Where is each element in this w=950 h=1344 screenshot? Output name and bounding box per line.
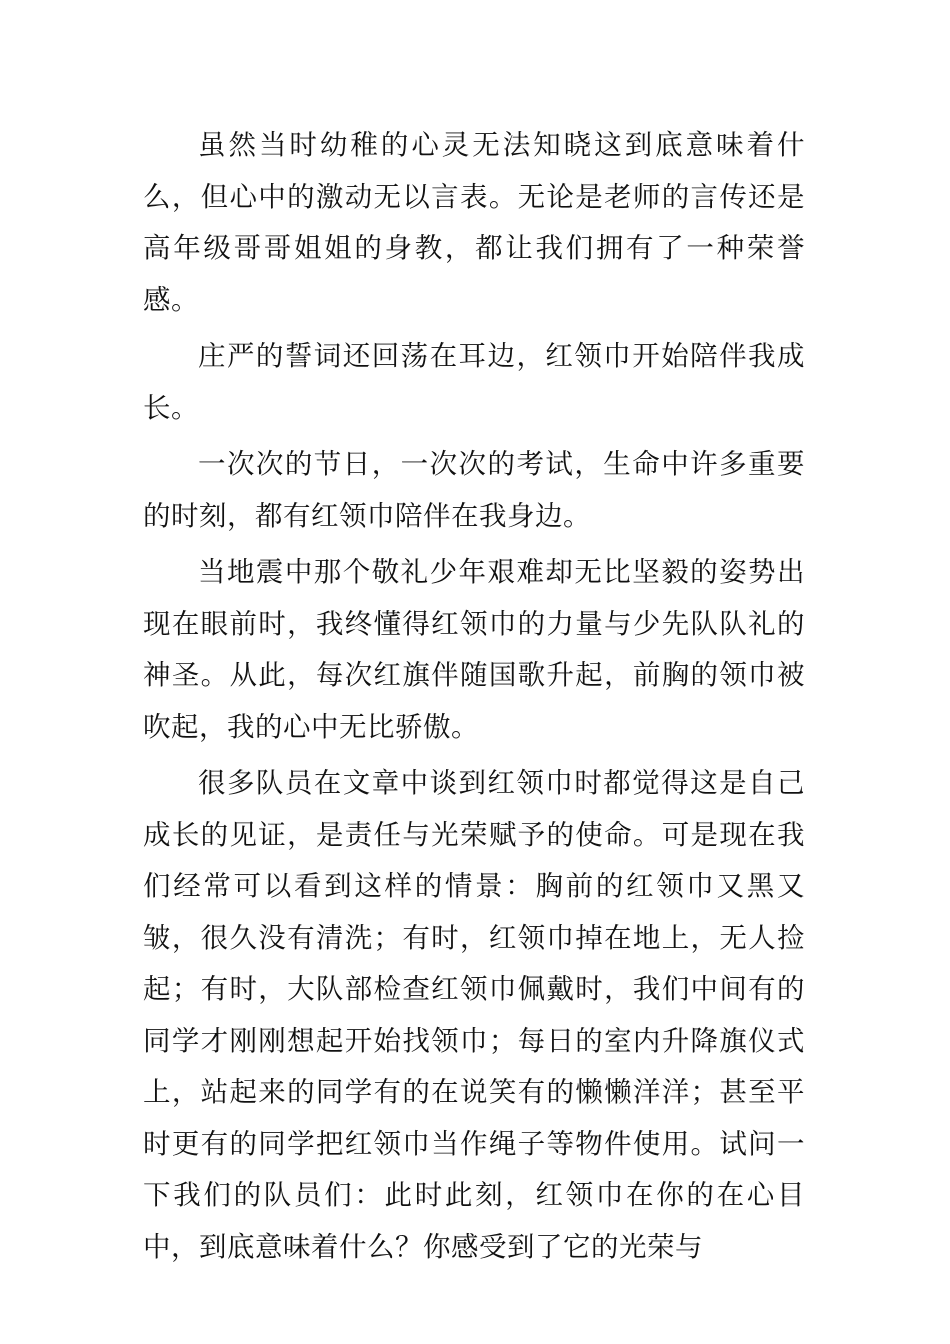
paragraph-3: 一次次的节日，一次次的考试，生命中许多重要的时刻，都有红领巾陪伴在我身边。 bbox=[143, 448, 805, 532]
paragraph-2: 庄严的誓词还回荡在耳边，红领巾开始陪伴我成长。 bbox=[143, 340, 805, 424]
paragraph-1: 虽然当时幼稚的心灵无法知晓这到底意味着什么，但心中的激动无以言表。无论是老师的言传还是高年级哥哥姐姐的身教，都让我们拥有了一种荣誉感。 bbox=[143, 129, 805, 316]
paragraph-5: 很多队员在文章中谈到红领巾时都觉得这是自己成长的见证，是责任与光荣赋予的使命。可是现在我们经常可以看到这样的情景：胸前的红领巾又黑又皱，很久没有清洗；有时，红领巾掉在地上，无人捡起；有时，大队部检查红领巾佩戴时，我们中间有的同学才刚刚想起开始找领巾；每日的室内升降旗仪式上，站起来的同学有的在说笑有的懒懒洋洋；甚至平时更有的同学把红领巾当作绳子等物件使用。试问一下我们的队员们：此时此刻，红领巾在你的在心目中，到底意味着什么？你感受到了它的光荣与 bbox=[143, 767, 805, 1263]
document-body bbox=[143, 120, 805, 1273]
paragraph-4: 当地震中那个敬礼少年艰难却无比坚毅的姿势出现在眼前时，我终懂得红领巾的力量与少先队队礼的神圣。从此，每次红旗伴随国歌升起，前胸的领巾被吹起，我的心中无比骄傲。 bbox=[143, 556, 805, 743]
